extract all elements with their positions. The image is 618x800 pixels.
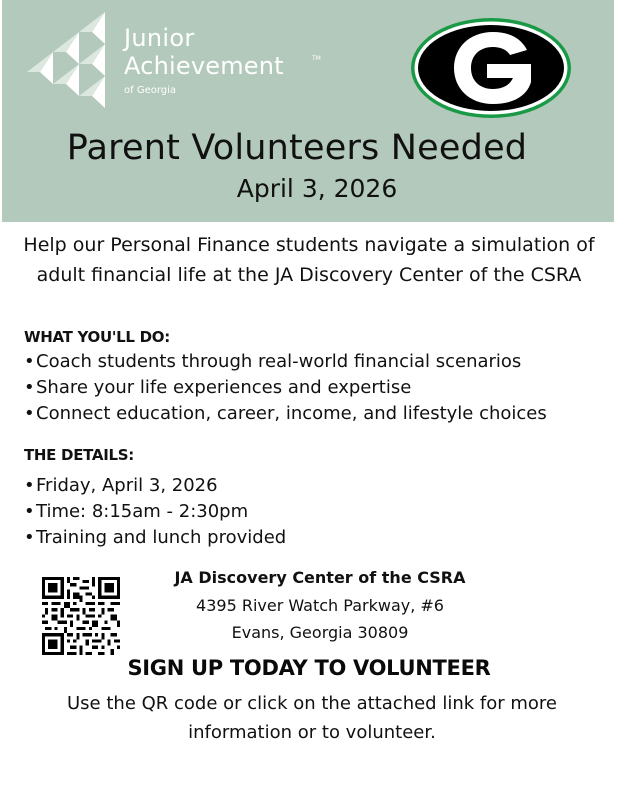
details-list xyxy=(24,473,286,551)
what-youll-do-heading: WHAT YOU'LL DO: xyxy=(24,328,170,346)
event-date-header: April 3, 2026 xyxy=(236,174,398,203)
bullet-icon: • xyxy=(24,501,35,522)
venue-name: JA Discovery Center of the CSRA xyxy=(174,568,466,587)
list-item: • Time: 8:15am - 2:30pm xyxy=(24,499,286,525)
org-name-of-georgia: of Georgia xyxy=(124,85,177,96)
org-name-achievement: Achievement xyxy=(124,52,284,80)
georgia-g-oval-icon xyxy=(409,16,573,120)
trademark-mark: TM xyxy=(312,55,321,62)
list-item: • Share your life experiences and expertise xyxy=(24,375,547,401)
list-item: • Connect education, career, income, and lifestyle choices xyxy=(24,401,547,427)
qr-code-icon[interactable] xyxy=(42,577,120,655)
details-heading: THE DETAILS: xyxy=(24,446,134,464)
venue-address-line2: Evans, Georgia 30809 xyxy=(231,623,409,642)
list-item: • Friday, April 3, 2026 xyxy=(24,473,286,499)
bullet-icon: • xyxy=(24,377,35,398)
venue-block xyxy=(130,564,510,646)
what-youll-do-list xyxy=(24,349,547,427)
list-item: • Training and lunch provided xyxy=(24,525,286,551)
list-item: • Coach students through real-world financial scenarios xyxy=(24,349,547,375)
bullet-icon: • xyxy=(24,403,35,424)
bullet-icon: • xyxy=(24,475,35,496)
venue-address-line1: 4395 River Watch Parkway, #6 xyxy=(196,596,444,615)
signup-heading: SIGN UP TODAY TO VOLUNTEER xyxy=(127,656,491,680)
signup-instructions: Use the QR code or click on the attached link for more information or to volunteer. xyxy=(67,693,557,743)
intro-text: Help our Personal Finance students navigate a simulation of adult financial life at the JA Discovery Center of the CSRA xyxy=(23,234,595,286)
bullet-icon: • xyxy=(24,351,35,372)
ja-triangle-cubes-icon xyxy=(26,10,108,110)
org-name-junior: Junior xyxy=(124,24,195,52)
bullet-icon: • xyxy=(24,527,35,548)
page-title: Parent Volunteers Needed xyxy=(66,128,528,168)
